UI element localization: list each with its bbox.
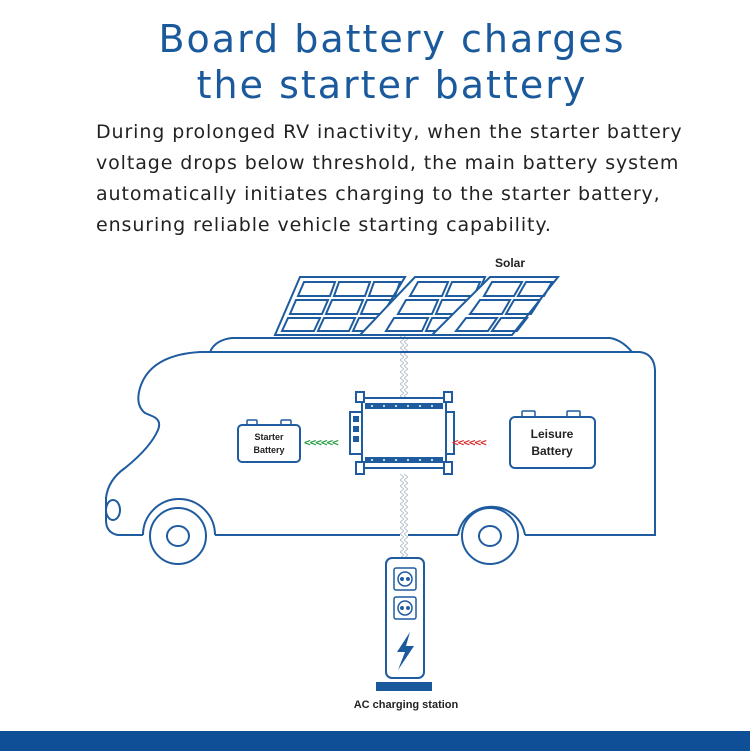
footer-bar [0, 731, 750, 751]
red-charge-arrows: <<<<<< [452, 436, 486, 449]
rear-hub [479, 526, 501, 546]
front-wheel [150, 508, 206, 564]
ac-cable [400, 474, 408, 558]
starter-battery-icon [238, 420, 300, 462]
title-line-2: the starter battery [196, 63, 588, 107]
description-line-4: ensuring reliable vehicle starting capability. [96, 214, 552, 236]
charging-station [376, 558, 432, 691]
solar-label: Solar [494, 256, 526, 270]
description-line-1: During prolonged RV inactivity, when the starter battery [96, 121, 683, 143]
title-line-1: Board battery charges [158, 17, 626, 61]
charging-station-label: AC charging station [353, 699, 459, 711]
starter-battery-line1: Starter [254, 432, 284, 442]
controller-icon [350, 392, 454, 474]
solar-panel-icon [275, 277, 558, 335]
description-line-2: voltage drops below threshold, the main battery system [96, 152, 680, 174]
solar-cable [400, 336, 408, 398]
starter-battery-line2: Battery [253, 445, 285, 455]
station-base [376, 682, 432, 691]
leisure-battery-icon [510, 411, 595, 468]
description-line-3: automatically initiates charging to the starter battery, [96, 183, 661, 205]
leisure-battery-line2: Battery [531, 444, 573, 458]
rear-wheel [462, 508, 518, 564]
leisure-battery-line1: Leisure [530, 427, 574, 441]
green-charge-arrows: <<<<<< [304, 436, 338, 449]
front-hub [167, 526, 189, 546]
